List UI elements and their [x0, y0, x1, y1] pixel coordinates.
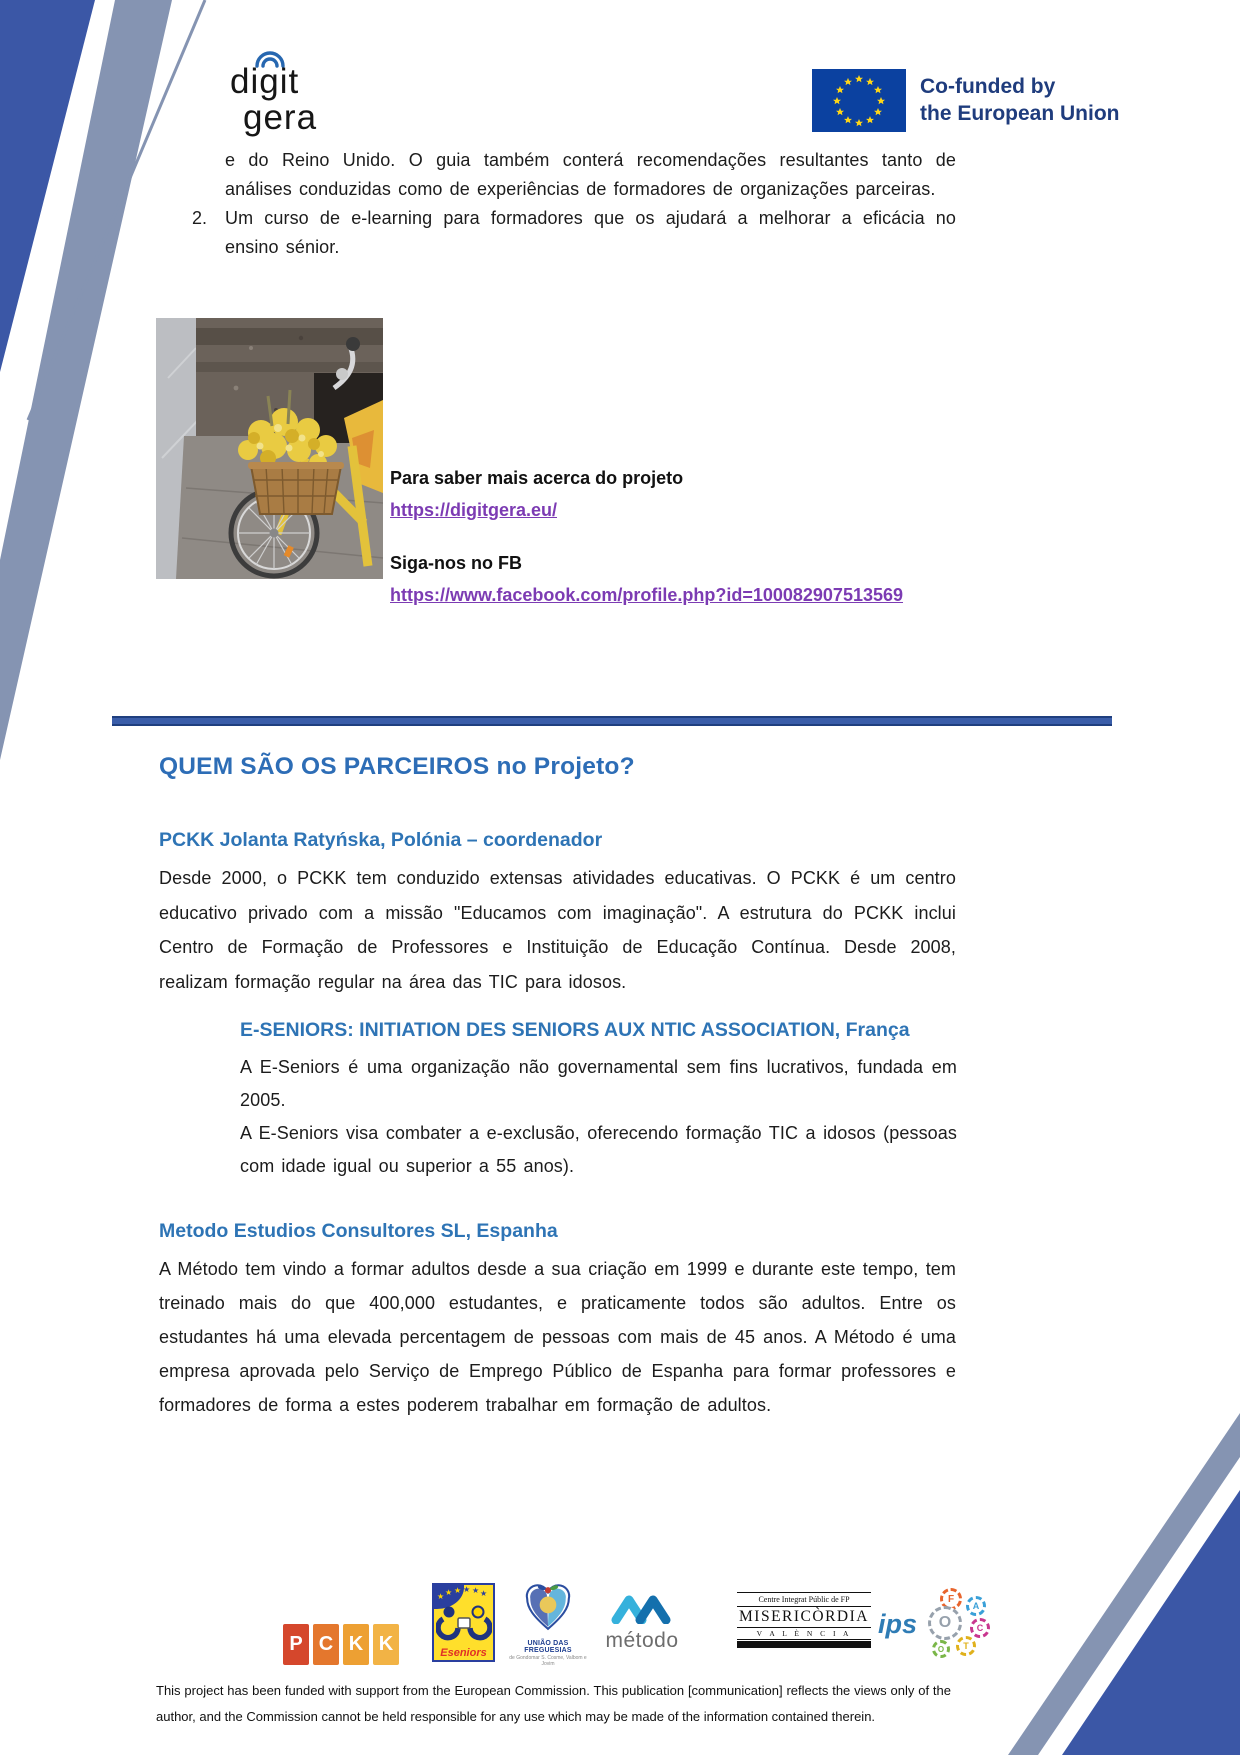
partner-eseniors-name: E-SENIORS: INITIATION DES SENIORS AUX NTIC ASSOCIATION, França	[240, 1019, 910, 1041]
brand-word-gera: gera	[243, 98, 318, 137]
list-item-number: 2.	[192, 208, 208, 228]
eu-flag-icon	[812, 69, 906, 132]
partner-metodo-name: Metodo Estudios Consultores SL, Espanha	[159, 1220, 558, 1242]
eseniors-label: Eseniors	[440, 1647, 487, 1659]
metodo-logo	[592, 1592, 692, 1653]
uniao-name: UNIÃO DAS FREGUESIAS	[524, 1640, 572, 1654]
uniao-subtitle: de Gondomar S. Cosme, Valbom e Jovim	[509, 1655, 587, 1667]
partner-eseniors-description	[240, 1051, 957, 1183]
partner-metodo-description: A Método tem vindo a formar adultos desde a sua criação em 1999 e durante este tempo, tem treinado mais do que 400,000 estudantes, e praticamente todos são adultos. Entre os estudantes há uma elevada percentagem de pessoas com mais de 45 anos. A Método é uma empresa aprovada pelo Serviço de Emprego Público de Espanha para formar professores e formadores de forma a estes poderem trabalhar em formação de adultos.	[159, 1259, 956, 1415]
star-icon: ★	[445, 1588, 453, 1597]
star-icon: ★	[454, 1586, 462, 1595]
facebook-link[interactable]: https://www.facebook.com/profile.php?id=100082907513569	[390, 585, 904, 605]
eu-badge-line2: the European Union	[920, 102, 1120, 125]
misericordia-name: MISERICÒRDIA	[737, 1606, 871, 1628]
eu-badge-line1: Co-funded by	[920, 75, 1056, 98]
intro-paragraph: e do Reino Unido. O guia também conterá recomendações resultantes tanto de análises conduzidas como de experiências de formadores de organizações parceiras.	[225, 150, 956, 199]
uniao-freguesias-logo	[505, 1583, 591, 1667]
eseniors-figures-icon	[436, 1605, 492, 1643]
star-icon: ★	[437, 1592, 445, 1601]
gear-icon: T	[956, 1636, 976, 1656]
star-icon: ★	[463, 1585, 471, 1594]
follow-fb-label: Siga-nos no FB	[390, 553, 522, 573]
pckk-logo	[283, 1624, 399, 1665]
section-divider	[112, 716, 1112, 726]
website-link[interactable]: https://digitgera.eu/	[390, 500, 558, 520]
ipso-gears-logo	[878, 1588, 1000, 1660]
eu-badge-label	[920, 73, 1120, 127]
metodo-label: método	[605, 1629, 679, 1652]
misericordia-top-line: Centre Integrat Públic de FP	[737, 1592, 871, 1604]
pckk-letter-tile: P	[283, 1624, 309, 1665]
gear-icon: F	[940, 1588, 962, 1610]
partner-pckk-name: PCKK Jolanta Ratyńska, Polónia – coordenador	[159, 829, 603, 851]
eseniors-logo	[432, 1583, 495, 1662]
partner-eseniors-description-1: A E-Seniors é uma organização não governamental sem fins lucrativos, fundada em 2005.	[240, 1057, 957, 1110]
misericordia-bar	[737, 1641, 871, 1648]
ipso-gear-cluster	[920, 1588, 1000, 1660]
misericordia-logo	[737, 1592, 871, 1648]
know-more-label: Para saber mais acerca do projeto	[390, 468, 684, 488]
brand-word-digit: digit	[230, 62, 300, 101]
star-icon: ★	[472, 1586, 480, 1595]
gear-icon: O	[928, 1606, 962, 1640]
pckk-letter-tile: K	[373, 1624, 399, 1665]
uniao-heart-icon	[523, 1583, 573, 1633]
partner-eseniors-description-2: A E-Seniors visa combater a e-exclusão, oferecendo formação TIC a idosos (pessoas com idade igual ou superior a 55 anos).	[240, 1123, 957, 1176]
gear-icon: C	[970, 1618, 990, 1638]
pckk-letter-tile: K	[343, 1624, 369, 1665]
partner-pckk-description: Desde 2000, o PCKK tem conduzido extensas atividades educativas. O PCKK é um centro educativo privado com a missão "Educamos com imaginação". A estrutura do PCKK inclui Centro de Formação de Professores e Instituição de Educação Contínua. Desde 2008, realizam formação regular na área das TIC para idosos.	[159, 868, 956, 992]
gear-icon: O	[932, 1640, 950, 1658]
pckk-letter-tile: C	[313, 1624, 339, 1665]
list-item-text: Um curso de e-learning para formadores que os ajudará a melhorar a eficácia no ensino sénior.	[225, 208, 956, 257]
misericordia-city: V A L È N C I A	[737, 1628, 871, 1640]
ipso-prefix: ips	[878, 1608, 918, 1639]
partners-section-title: QUEM SÃO OS PARCEIROS no Projeto?	[159, 753, 635, 780]
funding-disclaimer: This project has been funded with support from the European Commission. This publication [communication] reflects the views only of the author, and the Commission cannot be held responsible for any use which may be made of the information contained therein.	[156, 1683, 951, 1724]
star-icon: ★	[480, 1589, 488, 1598]
gear-icon: A	[966, 1596, 986, 1616]
bottom-right-ribbon-decoration	[1000, 1385, 1240, 1755]
bicycle-photo	[156, 318, 383, 579]
metodo-wave-icon	[610, 1592, 674, 1624]
